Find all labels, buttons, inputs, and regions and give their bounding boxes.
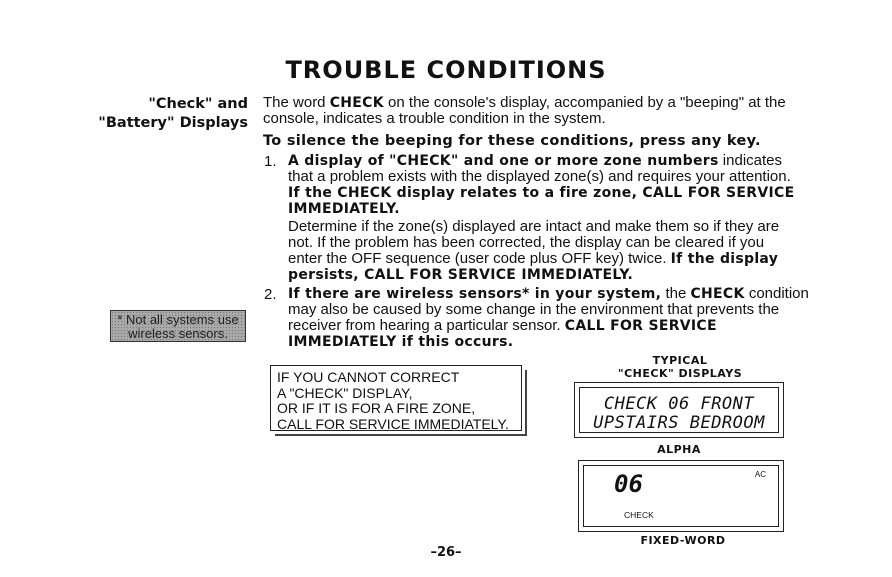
fixed-word-zone-number: 06	[614, 470, 643, 498]
alpha-display-line2: UPSTAIRS BEDROOM	[593, 413, 765, 433]
item2-line3-text: receiver from hearing a particular sensor.	[288, 317, 565, 334]
footnote-line2: wireless sensors.	[128, 326, 228, 341]
item1-paragraph2	[288, 219, 833, 283]
side-heading-line2: "Battery" Displays	[98, 115, 248, 131]
item1-p2-line3	[288, 251, 833, 267]
item2-line4: IMMEDIATELY if this occurs.	[288, 334, 514, 350]
item1-p2-text: enter the OFF sequence (user code plus OFF key) twice.	[288, 250, 671, 267]
intro-line2: console, indicates a trouble condition in the system.	[263, 110, 606, 127]
item1-number: 1.	[264, 153, 277, 170]
displays-caption	[590, 354, 770, 380]
item2-paragraph	[288, 286, 833, 350]
item1-paragraph1	[288, 153, 833, 217]
item2-mid: the	[661, 285, 691, 302]
alpha-display-line1: CHECK 06 FRONT	[603, 394, 755, 414]
item1-line4: IMMEDIATELY.	[288, 201, 400, 217]
intro-text-c: on the console's display, accompanied by a "beeping" at the	[383, 94, 786, 111]
item1-p2-line4: persists, CALL FOR SERVICE IMMEDIATELY.	[288, 267, 634, 283]
item1-p2-line2: not. If the problem has been corrected, the display can be cleared if you	[288, 234, 765, 251]
displays-caption-line2: "CHECK" DISPLAYS	[617, 367, 743, 380]
fixed-word-check-indicator: CHECK	[624, 510, 654, 520]
side-heading	[40, 95, 248, 133]
intro-line1	[263, 95, 843, 111]
fixed-word-label: FIXED-WORD	[640, 534, 726, 547]
alpha-display-screen	[579, 387, 779, 433]
item2-check-word: CHECK	[690, 286, 745, 302]
item2-number: 2.	[264, 286, 277, 303]
footnote-line1: * Not all systems use	[117, 312, 239, 327]
item2-line2: may also be caused by some change in the environment that prevents the	[288, 301, 780, 318]
displays-caption-line1: TYPICAL	[652, 354, 708, 367]
item1-bold-lead: A display of "CHECK" and one or more zone numbers	[288, 153, 719, 169]
item1-line2: that a problem exists with the displayed zone(s) and requires your attention.	[288, 168, 791, 185]
silence-instruction: To silence the beeping for these conditions, press any key.	[263, 133, 761, 149]
item2-rest: condition	[744, 285, 809, 302]
item2-line3	[288, 318, 833, 334]
item2-line1	[288, 286, 833, 302]
wireless-footnote-box	[110, 310, 246, 342]
page-number: –26–	[430, 545, 462, 560]
item1-line1	[288, 153, 833, 169]
item1-line3: If the CHECK display relates to a fire zone, CALL FOR SERVICE	[288, 185, 795, 201]
callout-box	[270, 365, 522, 431]
intro-text-a: The word	[263, 94, 330, 111]
item1-p2-bold: If the display	[670, 251, 779, 267]
intro-paragraph	[263, 95, 843, 127]
item2-line3-bold: CALL FOR SERVICE	[564, 318, 717, 334]
item2-bold-lead: If there are wireless sensors* in your system,	[288, 286, 662, 302]
intro-check-word: CHECK	[329, 95, 384, 111]
item1-rest: indicates	[718, 152, 783, 169]
fixed-word-display	[578, 460, 784, 532]
alpha-display	[574, 382, 784, 438]
item1-p2-line1: Determine if the zone(s) displayed are intact and make them so if they are	[288, 218, 780, 235]
fixed-word-ac-indicator: AC	[754, 470, 766, 479]
side-heading-line1: "Check" and	[148, 96, 248, 112]
page-title: TROUBLE CONDITIONS	[285, 56, 607, 84]
callout-line2: A "CHECK" DISPLAY,	[277, 384, 413, 401]
alpha-label: ALPHA	[657, 443, 701, 456]
fixed-word-display-screen	[583, 465, 779, 527]
callout-line1: IF YOU CANNOT CORRECT	[277, 369, 460, 385]
callout-line4: CALL FOR SERVICE IMMEDIATELY.	[277, 415, 509, 432]
callout-line3: OR IF IT IS FOR A FIRE ZONE,	[277, 400, 476, 416]
